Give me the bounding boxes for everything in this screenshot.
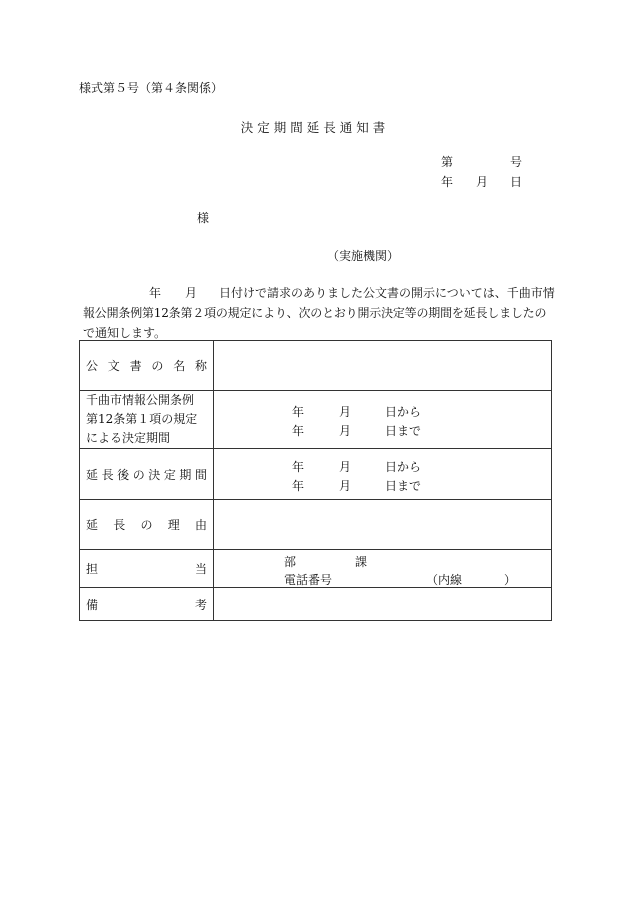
original-period-value[interactable] — [214, 391, 552, 449]
body-line2: 報公開条例第12条第２項の規定により、次のとおり開示決定等の期間を延長しましたの — [83, 306, 547, 320]
doc-name-value[interactable] — [214, 341, 552, 391]
body-paragraph — [83, 283, 553, 343]
to-day: 日まで — [385, 424, 422, 438]
row-remarks — [80, 588, 552, 621]
original-period-label-3: による決定期間 — [86, 431, 171, 445]
document-title: 決定期間延長通知書 — [240, 120, 390, 135]
doc-number-suffix: 号 — [510, 155, 523, 169]
date-day: 日 — [510, 175, 523, 189]
contact-phone: 電話番号 — [284, 573, 333, 587]
ext-from-day: 日から — [385, 460, 422, 474]
body-year: 年 — [149, 286, 162, 300]
row-contact — [80, 550, 552, 588]
row-original-period — [80, 391, 552, 449]
notice-table — [79, 340, 552, 621]
to-month: 月 — [339, 424, 352, 438]
contact-ext-close: ） — [504, 573, 517, 587]
extended-period-value[interactable] — [214, 449, 552, 500]
date-month: 月 — [476, 175, 489, 189]
doc-number-prefix: 第 — [441, 155, 454, 169]
reason-label: 延長の理由 — [86, 518, 207, 532]
contact-dept: 部 — [284, 555, 297, 569]
contact-ext-open: （内線 — [426, 573, 463, 587]
ext-from-year: 年 — [292, 460, 305, 474]
contact-label-2: 当 — [194, 562, 207, 576]
from-day: 日から — [385, 405, 422, 419]
row-reason — [80, 500, 552, 550]
date-year: 年 — [441, 175, 454, 189]
from-month: 月 — [339, 405, 352, 419]
original-period-label-1: 千曲市情報公開条例 — [86, 393, 195, 407]
contact-label-1: 担 — [86, 562, 99, 576]
ext-to-month: 月 — [339, 479, 352, 493]
form-number: 様式第５号（第４条関係） — [79, 81, 224, 95]
ext-to-year: 年 — [292, 479, 305, 493]
reason-value[interactable] — [214, 500, 552, 550]
remarks-label-2: 考 — [194, 597, 207, 612]
to-year: 年 — [292, 424, 305, 438]
original-period-label-2: 第12条第１項の規定 — [86, 412, 198, 426]
extended-period-label: 延長後の決定期間 — [86, 467, 207, 482]
body-month: 月 — [185, 286, 198, 300]
row-extended-period — [80, 449, 552, 500]
ext-to-day: 日まで — [385, 479, 422, 493]
doc-name-label: 公文書の名称 — [86, 359, 207, 373]
agency-name: （実施機関） — [327, 249, 400, 263]
body-line1: 日付けで請求のありました公文書の開示については、千曲市情 — [219, 286, 555, 300]
remarks-value[interactable] — [214, 588, 552, 621]
contact-section: 課 — [355, 555, 368, 569]
ext-from-month: 月 — [339, 460, 352, 474]
remarks-label-1: 備 — [86, 597, 99, 612]
contact-value[interactable] — [214, 550, 552, 588]
from-year: 年 — [292, 405, 305, 419]
addressee-suffix: 様 — [197, 211, 210, 225]
row-document-name — [80, 341, 552, 391]
body-line3: で通知します。 — [83, 326, 167, 340]
